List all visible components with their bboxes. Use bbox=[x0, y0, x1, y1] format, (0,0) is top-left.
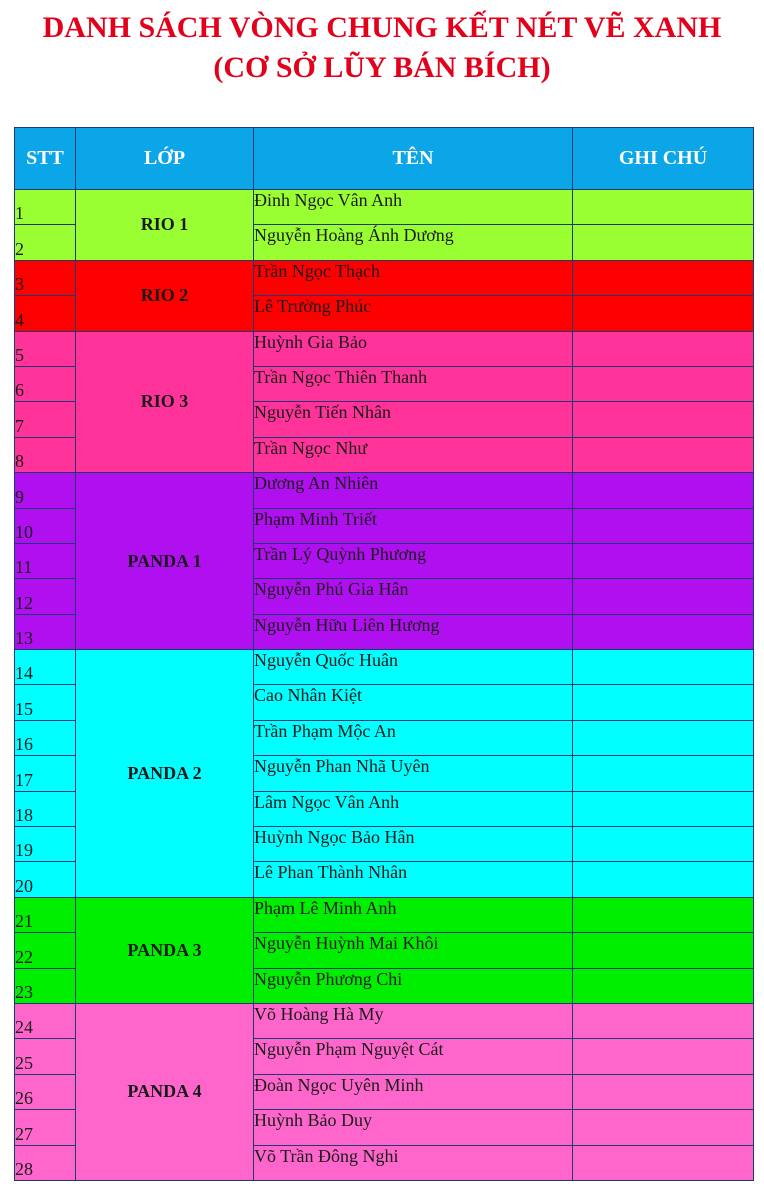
row-name: Nguyễn Hữu Liên Hương bbox=[254, 614, 573, 649]
table-row bbox=[15, 190, 754, 225]
row-name: Huỳnh Ngọc Bảo Hân bbox=[254, 827, 573, 862]
row-note bbox=[573, 1074, 754, 1109]
header-name: TÊN bbox=[254, 128, 573, 190]
row-stt: 9 bbox=[15, 473, 76, 508]
header-class: LỚP bbox=[76, 128, 254, 190]
table-header-row bbox=[15, 128, 754, 190]
row-name: Trần Phạm Mộc An bbox=[254, 720, 573, 755]
row-note bbox=[573, 1003, 754, 1038]
header-stt: STT bbox=[15, 128, 76, 190]
row-note bbox=[573, 260, 754, 295]
row-name: Nguyễn Phương Chi bbox=[254, 968, 573, 1003]
table-row bbox=[15, 1003, 754, 1038]
class-cell: PANDA 4 bbox=[76, 1003, 254, 1180]
table-row bbox=[15, 650, 754, 685]
row-stt: 15 bbox=[15, 685, 76, 720]
row-stt: 3 bbox=[15, 260, 76, 295]
document-title bbox=[0, 8, 764, 88]
row-name: Phạm Minh Triết bbox=[254, 508, 573, 543]
row-note bbox=[573, 579, 754, 614]
row-name: Lê Phan Thành Nhân bbox=[254, 862, 573, 897]
row-note bbox=[573, 1145, 754, 1180]
row-note bbox=[573, 402, 754, 437]
row-stt: 2 bbox=[15, 225, 76, 260]
class-cell: RIO 3 bbox=[76, 331, 254, 473]
row-name: Lâm Ngọc Vân Anh bbox=[254, 791, 573, 826]
row-note bbox=[573, 437, 754, 472]
row-stt: 12 bbox=[15, 579, 76, 614]
row-stt: 28 bbox=[15, 1145, 76, 1180]
row-name: Nguyễn Phú Gia Hân bbox=[254, 579, 573, 614]
row-name: Võ Hoàng Hà My bbox=[254, 1003, 573, 1038]
row-stt: 22 bbox=[15, 933, 76, 968]
row-name: Đinh Ngọc Vân Anh bbox=[254, 190, 573, 225]
row-note bbox=[573, 650, 754, 685]
row-name: Nguyễn Quốc Huân bbox=[254, 650, 573, 685]
row-name: Nguyễn Phan Nhã Uyên bbox=[254, 756, 573, 791]
row-name: Trần Ngọc Thiên Thanh bbox=[254, 366, 573, 401]
row-note bbox=[573, 225, 754, 260]
row-stt: 20 bbox=[15, 862, 76, 897]
row-stt: 24 bbox=[15, 1003, 76, 1038]
row-note bbox=[573, 508, 754, 543]
title-line-1: DANH SÁCH VÒNG CHUNG KẾT NÉT VẼ XANH bbox=[42, 11, 722, 44]
row-note bbox=[573, 331, 754, 366]
row-name: Nguyễn Phạm Nguyệt Cát bbox=[254, 1039, 573, 1074]
row-note bbox=[573, 862, 754, 897]
row-note bbox=[573, 791, 754, 826]
row-stt: 21 bbox=[15, 897, 76, 932]
row-stt: 8 bbox=[15, 437, 76, 472]
row-note bbox=[573, 827, 754, 862]
row-note bbox=[573, 473, 754, 508]
row-note bbox=[573, 614, 754, 649]
row-name: Nguyễn Hoàng Ánh Dương bbox=[254, 225, 573, 260]
table-row bbox=[15, 331, 754, 366]
row-name: Trần Ngọc Thạch bbox=[254, 260, 573, 295]
class-cell: RIO 2 bbox=[76, 260, 254, 331]
row-name: Dương An Nhiên bbox=[254, 473, 573, 508]
class-cell: RIO 1 bbox=[76, 190, 254, 261]
row-name: Đoàn Ngọc Uyên Minh bbox=[254, 1074, 573, 1109]
row-stt: 10 bbox=[15, 508, 76, 543]
row-stt: 19 bbox=[15, 827, 76, 862]
row-stt: 5 bbox=[15, 331, 76, 366]
row-note bbox=[573, 296, 754, 331]
row-name: Phạm Lê Minh Anh bbox=[254, 897, 573, 932]
row-name: Cao Nhân Kiệt bbox=[254, 685, 573, 720]
row-name: Trần Lý Quỳnh Phương bbox=[254, 543, 573, 578]
row-stt: 4 bbox=[15, 296, 76, 331]
header-note: GHI CHÚ bbox=[573, 128, 754, 190]
row-name: Nguyễn Tiến Nhân bbox=[254, 402, 573, 437]
row-stt: 1 bbox=[15, 190, 76, 225]
row-name: Huỳnh Bảo Duy bbox=[254, 1110, 573, 1145]
row-stt: 6 bbox=[15, 366, 76, 401]
row-stt: 23 bbox=[15, 968, 76, 1003]
row-note bbox=[573, 1110, 754, 1145]
title-line-2: (CƠ SỞ LŨY BÁN BÍCH) bbox=[213, 51, 551, 84]
row-note bbox=[573, 897, 754, 932]
finalist-table bbox=[14, 127, 754, 1181]
table-row bbox=[15, 473, 754, 508]
row-stt: 27 bbox=[15, 1110, 76, 1145]
class-cell: PANDA 3 bbox=[76, 897, 254, 1003]
row-stt: 18 bbox=[15, 791, 76, 826]
row-stt: 7 bbox=[15, 402, 76, 437]
row-stt: 17 bbox=[15, 756, 76, 791]
class-cell: PANDA 1 bbox=[76, 473, 254, 650]
row-name: Nguyễn Huỳnh Mai Khôi bbox=[254, 933, 573, 968]
row-stt: 13 bbox=[15, 614, 76, 649]
table-body bbox=[15, 190, 754, 1181]
row-stt: 16 bbox=[15, 720, 76, 755]
row-note bbox=[573, 543, 754, 578]
class-cell: PANDA 2 bbox=[76, 650, 254, 898]
table-row bbox=[15, 897, 754, 932]
row-note bbox=[573, 190, 754, 225]
row-stt: 14 bbox=[15, 650, 76, 685]
row-stt: 26 bbox=[15, 1074, 76, 1109]
row-name: Lê Trường Phúc bbox=[254, 296, 573, 331]
row-note bbox=[573, 756, 754, 791]
row-note bbox=[573, 933, 754, 968]
row-name: Huỳnh Gia Bảo bbox=[254, 331, 573, 366]
row-note bbox=[573, 366, 754, 401]
row-name: Trần Ngọc Như bbox=[254, 437, 573, 472]
row-note bbox=[573, 685, 754, 720]
row-note bbox=[573, 720, 754, 755]
row-note bbox=[573, 968, 754, 1003]
row-name: Võ Trần Đông Nghi bbox=[254, 1145, 573, 1180]
table-row bbox=[15, 260, 754, 295]
row-stt: 25 bbox=[15, 1039, 76, 1074]
row-stt: 11 bbox=[15, 543, 76, 578]
row-note bbox=[573, 1039, 754, 1074]
